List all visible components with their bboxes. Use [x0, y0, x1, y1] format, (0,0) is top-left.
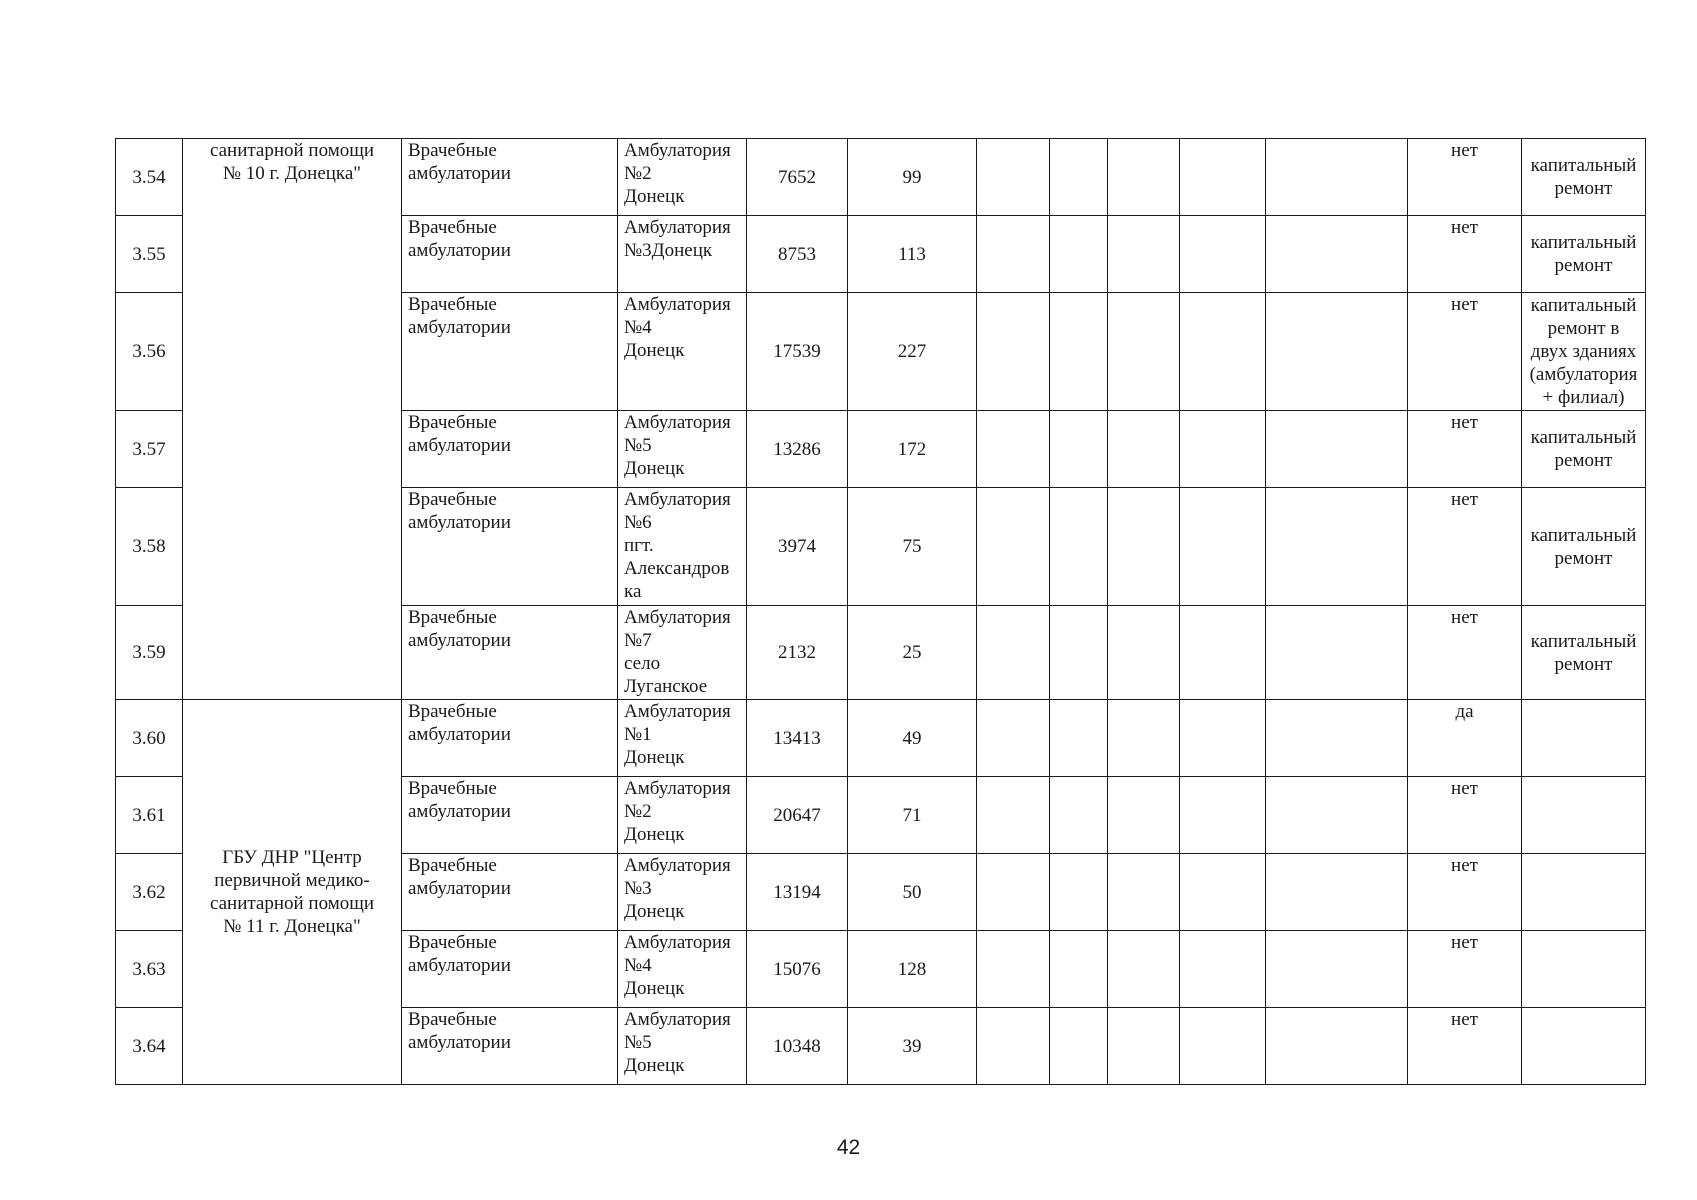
population-value: 10348	[747, 1008, 848, 1085]
empty-cell	[1180, 488, 1266, 606]
empty-cell	[977, 488, 1050, 606]
facility-type: Врачебные амбулатории	[402, 139, 618, 216]
row-number: 3.55	[116, 216, 183, 293]
facility-name: Амбулатория №2 Донецк	[618, 777, 747, 854]
facility-name: Амбулатория №3Донецк	[618, 216, 747, 293]
facility-type: Врачебные амбулатории	[402, 606, 618, 700]
repair-note: капитальный ремонт	[1522, 488, 1646, 606]
facility-type: Врачебные амбулатории	[402, 293, 618, 411]
status-flag: нет	[1408, 293, 1522, 411]
empty-cell	[1266, 606, 1408, 700]
facility-type: Врачебные амбулатории	[402, 700, 618, 777]
empty-cell	[1050, 411, 1108, 488]
empty-cell	[1050, 777, 1108, 854]
status-flag: нет	[1408, 1008, 1522, 1085]
empty-cell	[1180, 411, 1266, 488]
status-flag: нет	[1408, 854, 1522, 931]
organization-name: санитарной помощи № 10 г. Донецка"	[183, 139, 402, 700]
facility-name: Амбулатория №5 Донецк	[618, 1008, 747, 1085]
repair-note	[1522, 700, 1646, 777]
empty-cell	[1050, 700, 1108, 777]
visits-value: 113	[848, 216, 977, 293]
empty-cell	[1180, 1008, 1266, 1085]
empty-cell	[1180, 854, 1266, 931]
visits-value: 25	[848, 606, 977, 700]
row-number: 3.61	[116, 777, 183, 854]
empty-cell	[1050, 216, 1108, 293]
empty-cell	[1108, 854, 1180, 931]
empty-cell	[1050, 606, 1108, 700]
repair-note	[1522, 777, 1646, 854]
empty-cell	[1266, 216, 1408, 293]
facility-type: Врачебные амбулатории	[402, 411, 618, 488]
status-flag: нет	[1408, 411, 1522, 488]
facility-type: Врачебные амбулатории	[402, 216, 618, 293]
population-value: 20647	[747, 777, 848, 854]
repair-note	[1522, 931, 1646, 1008]
empty-cell	[1266, 777, 1408, 854]
empty-cell	[1180, 216, 1266, 293]
empty-cell	[1108, 777, 1180, 854]
population-value: 13194	[747, 854, 848, 931]
status-flag: нет	[1408, 931, 1522, 1008]
page-number: 42	[836, 1136, 861, 1159]
facility-name: Амбулатория №4 Донецк	[618, 931, 747, 1008]
empty-cell	[977, 1008, 1050, 1085]
row-number: 3.54	[116, 139, 183, 216]
empty-cell	[1050, 931, 1108, 1008]
facility-name: Амбулатория №4 Донецк	[618, 293, 747, 411]
status-flag: да	[1408, 700, 1522, 777]
visits-value: 99	[848, 139, 977, 216]
visits-value: 227	[848, 293, 977, 411]
facility-type: Врачебные амбулатории	[402, 854, 618, 931]
empty-cell	[1266, 931, 1408, 1008]
facility-type: Врачебные амбулатории	[402, 931, 618, 1008]
facility-type: Врачебные амбулатории	[402, 1008, 618, 1085]
table-row	[116, 139, 1646, 216]
row-number: 3.63	[116, 931, 183, 1008]
empty-cell	[1108, 293, 1180, 411]
empty-cell	[1050, 854, 1108, 931]
empty-cell	[1108, 1008, 1180, 1085]
repair-note: капитальный ремонт	[1522, 606, 1646, 700]
repair-note: капитальный ремонт	[1522, 411, 1646, 488]
population-value: 2132	[747, 606, 848, 700]
facility-name: Амбулатория №2 Донецк	[618, 139, 747, 216]
empty-cell	[1266, 293, 1408, 411]
organization-name: ГБУ ДНР "Центр первичной медико- санитарной помощи № 11 г. Донецка"	[183, 700, 402, 1085]
status-flag: нет	[1408, 216, 1522, 293]
population-value: 13413	[747, 700, 848, 777]
facility-name: Амбулатория №6 пгт. Александров ка	[618, 488, 747, 606]
empty-cell	[977, 777, 1050, 854]
empty-cell	[1108, 931, 1180, 1008]
repair-note: капитальный ремонт в двух зданиях (амбулатория + филиал)	[1522, 293, 1646, 411]
empty-cell	[977, 606, 1050, 700]
facility-name: Амбулатория №3 Донецк	[618, 854, 747, 931]
population-value: 13286	[747, 411, 848, 488]
facility-name: Амбулатория №7 село Луганское	[618, 606, 747, 700]
repair-note: капитальный ремонт	[1522, 216, 1646, 293]
empty-cell	[1266, 700, 1408, 777]
facility-type: Врачебные амбулатории	[402, 777, 618, 854]
visits-value: 75	[848, 488, 977, 606]
table-row	[116, 700, 1646, 777]
empty-cell	[1108, 216, 1180, 293]
row-number: 3.59	[116, 606, 183, 700]
empty-cell	[1180, 606, 1266, 700]
empty-cell	[1266, 1008, 1408, 1085]
empty-cell	[1266, 139, 1408, 216]
empty-cell	[977, 700, 1050, 777]
status-flag: нет	[1408, 606, 1522, 700]
visits-value: 49	[848, 700, 977, 777]
empty-cell	[1180, 700, 1266, 777]
status-flag: нет	[1408, 777, 1522, 854]
empty-cell	[977, 139, 1050, 216]
empty-cell	[1108, 606, 1180, 700]
empty-cell	[1050, 1008, 1108, 1085]
empty-cell	[1266, 488, 1408, 606]
row-number: 3.64	[116, 1008, 183, 1085]
facility-name: Амбулатория №1 Донецк	[618, 700, 747, 777]
empty-cell	[977, 293, 1050, 411]
row-number: 3.60	[116, 700, 183, 777]
status-flag: нет	[1408, 488, 1522, 606]
repair-note: капитальный ремонт	[1522, 139, 1646, 216]
empty-cell	[1180, 777, 1266, 854]
visits-value: 71	[848, 777, 977, 854]
row-number: 3.62	[116, 854, 183, 931]
empty-cell	[1266, 411, 1408, 488]
population-value: 15076	[747, 931, 848, 1008]
table-body	[116, 139, 1646, 1085]
empty-cell	[1050, 293, 1108, 411]
population-value: 3974	[747, 488, 848, 606]
row-number: 3.57	[116, 411, 183, 488]
empty-cell	[977, 216, 1050, 293]
empty-cell	[1108, 488, 1180, 606]
population-value: 7652	[747, 139, 848, 216]
visits-value: 128	[848, 931, 977, 1008]
empty-cell	[1108, 411, 1180, 488]
empty-cell	[1180, 139, 1266, 216]
facility-name: Амбулатория №5 Донецк	[618, 411, 747, 488]
row-number: 3.58	[116, 488, 183, 606]
population-value: 8753	[747, 216, 848, 293]
empty-cell	[977, 411, 1050, 488]
repair-note	[1522, 854, 1646, 931]
facility-type: Врачебные амбулатории	[402, 488, 618, 606]
facilities-table	[115, 138, 1646, 1085]
population-value: 17539	[747, 293, 848, 411]
empty-cell	[1108, 700, 1180, 777]
row-number: 3.56	[116, 293, 183, 411]
empty-cell	[1180, 293, 1266, 411]
empty-cell	[977, 854, 1050, 931]
visits-value: 172	[848, 411, 977, 488]
empty-cell	[1108, 139, 1180, 216]
visits-value: 39	[848, 1008, 977, 1085]
visits-value: 50	[848, 854, 977, 931]
empty-cell	[977, 931, 1050, 1008]
empty-cell	[1180, 931, 1266, 1008]
repair-note	[1522, 1008, 1646, 1085]
status-flag: нет	[1408, 139, 1522, 216]
empty-cell	[1050, 139, 1108, 216]
empty-cell	[1266, 854, 1408, 931]
empty-cell	[1050, 488, 1108, 606]
